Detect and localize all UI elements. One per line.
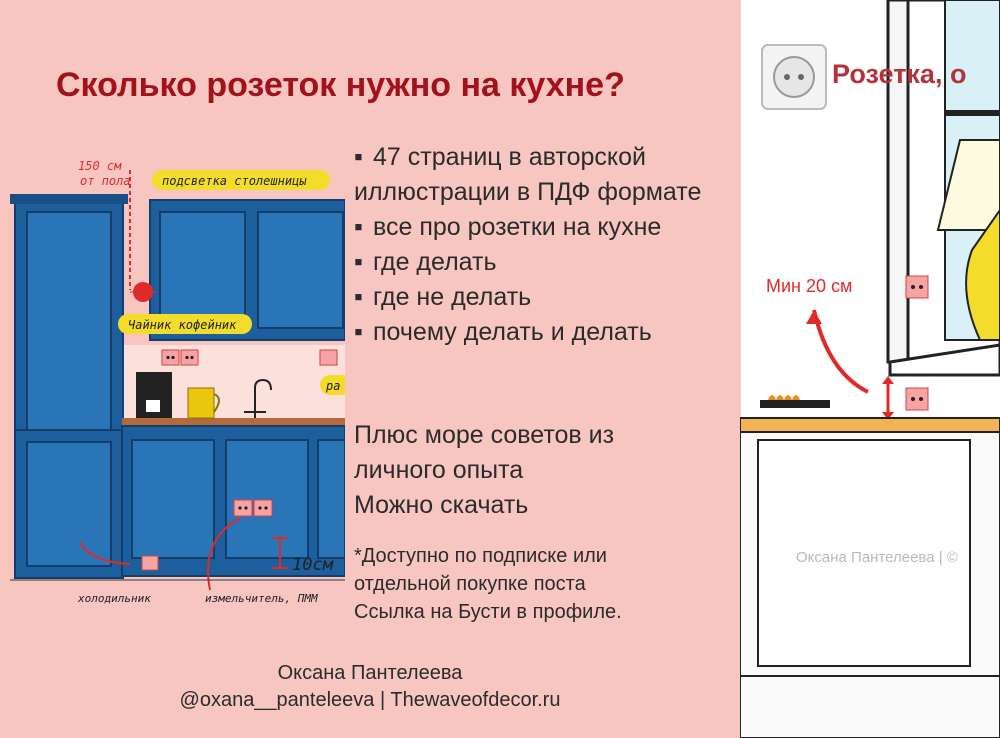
second-slide [740,0,1000,738]
distance-label: 10см [292,555,333,575]
author-contacts: @oxana__panteleeva | Thewaveofdecor.ru [179,689,561,711]
height-note-2: от пола [80,174,131,188]
feature-list [354,140,734,350]
chopper-label: измельчитель, ПММ [205,592,318,605]
list-item: ▪ все про розетки на кухне [354,213,662,241]
page-title: Сколько розеток нужно на кухне? [56,66,625,104]
watermark: Оксана Пантелеева | © [796,549,958,566]
fridge-label: холодильник [78,592,151,605]
outlet-placement-illustration [740,0,1000,738]
list-item: ▪ где не делать [354,283,532,311]
list-item: ▪ почему делать и делать [354,318,652,346]
height-note-1: 150 см [78,159,122,173]
list-item: ▪ 47 страниц в авторской иллюстрации в ПДФ формате [354,143,702,206]
list-item: ▪ где делать [354,248,497,276]
second-slide-heading: Розетка, о [832,59,967,89]
kettle-label: Чайник кофейник [128,318,237,332]
author-name: Оксана Пантелеева [277,662,463,684]
min-distance-label: Мин 20 см [766,276,853,296]
plus-text: Плюс море советов из личного опыта Можно скачать [354,421,615,519]
cut-label: ра [326,379,341,393]
lighting-label: подсветка столешницы [162,174,307,188]
footer [0,660,740,714]
kitchen-illustration [0,150,345,610]
availability-note: *Доступно по подписке или отдельной покупке поста Ссылка на Бусти в профиле. [354,545,622,623]
outlet-icon [762,45,826,109]
